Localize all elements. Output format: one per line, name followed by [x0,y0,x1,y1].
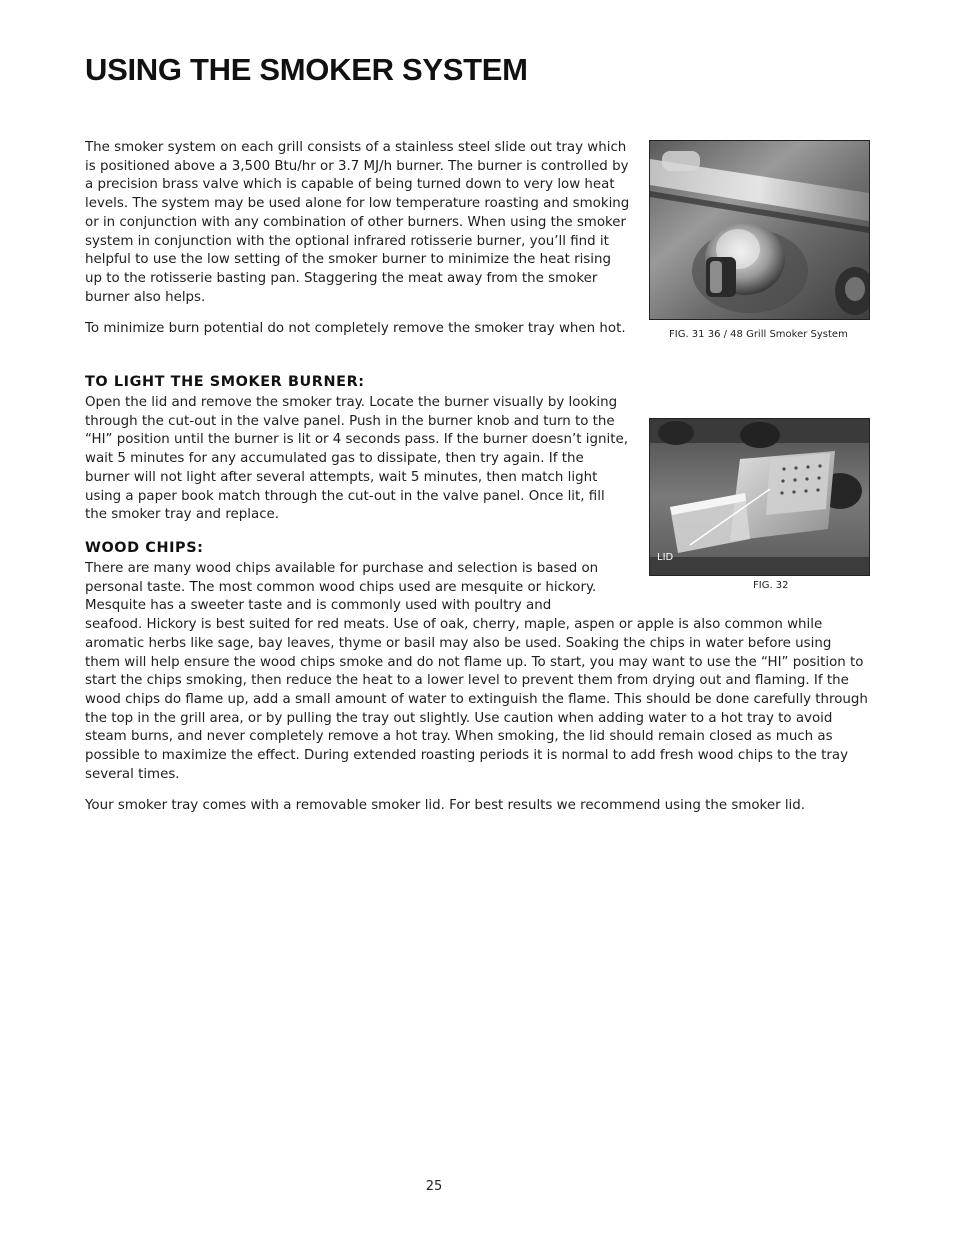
light-burner-heading: TO LIGHT THE SMOKER BURNER: [85,374,365,390]
smoker-tray-photo [650,419,869,575]
figure-32-caption: FIG. 32 [753,580,789,591]
wood-chips-paragraph: There are many wood chips available for purchase and selection is based on personal taste. The most common wood chips used are mesquite or hickory. Mesquite has a sweeter taste and is commonly used with poultry and seafood. Hickory is best suited for red meats. Use of oak, cherry, maple, aspen or apple is also common while aromatic herbs like sage, bay leaves, thyme or basil may also be used. Soaking the chips in water before using them will help ensure the wood chips smoke and do not flame up. To start, you may want to use the “HI” position to start the chips smoking, then reduce the heat to a lower level to prevent them from drying out and flaming. If the wood chips do flame up, add a small amount of water to extinguish the flame. This should be done carefully through the top in the grill area, or by pulling the tray out slightly. Use caution when adding water to a hot tray to avoid steam burns, and never completely remove a hot tray. When smoking, the lid should remain closed as much as possible to maximize the effect. During extended roasting periods it is normal to add fresh wood chips to the tray several times. [85,561,868,782]
lid-callout-label: LID [657,552,674,563]
wood-chips-heading: WOOD CHIPS: [85,540,204,556]
burn-warning-paragraph: To minimize burn potential do not completely remove the smoker tray when hot. [85,321,626,337]
smoker-lid-note: Your smoker tray comes with a removable smoker lid. For best results we recommend using the smoker lid. [85,798,806,814]
figure-wrap-spacer [605,560,870,616]
page-number: 25 [425,1179,443,1194]
figure-31-smoker-knob-photo [649,140,870,320]
intro-section [85,139,630,352]
page-title: USING THE SMOKER SYSTEM [85,52,528,87]
wood-chips-section [85,560,870,829]
smoker-knob-photo [650,141,869,319]
intro-paragraph: The smoker system on each grill consists of a stainless steel slide out tray which is positioned above a 3,500 Btu/hr or 3.7 MJ/h burner. The burner is controlled by a precision brass valve which is capable of being turned down to very low heat levels. The system may be used alone for low temperature roasting and smoking or in conjunction with any combination of other burners. When using the smoker system in conjunction with the optional infrared rotisserie burner, you’ll find it helpful to use the low setting of the smoker burner to minimize the heat rising up to the rotisserie basting pan. Staggering the meat away from the smoker burner also helps. [85,140,630,305]
light-burner-paragraph: Open the lid and remove the smoker tray. Locate the burner visually by looking through the cut-out in the valve panel. Push in the burner knob and turn to the “HI” position until the burner is lit or 4 seconds pass. If the burner doesn’t ignite, wait 5 minutes for any accumulated gas to dissipate, then try again. If the burner will not light after several attempts, wait 5 minutes, then match light using a paper book match through the cut-out in the valve panel. Once lit, fill the smoker tray and replace. [85,395,628,523]
figure-31-caption: FIG. 31 36 / 48 Grill Smoker System [669,329,848,340]
figure-32-smoker-tray-photo [649,418,870,576]
